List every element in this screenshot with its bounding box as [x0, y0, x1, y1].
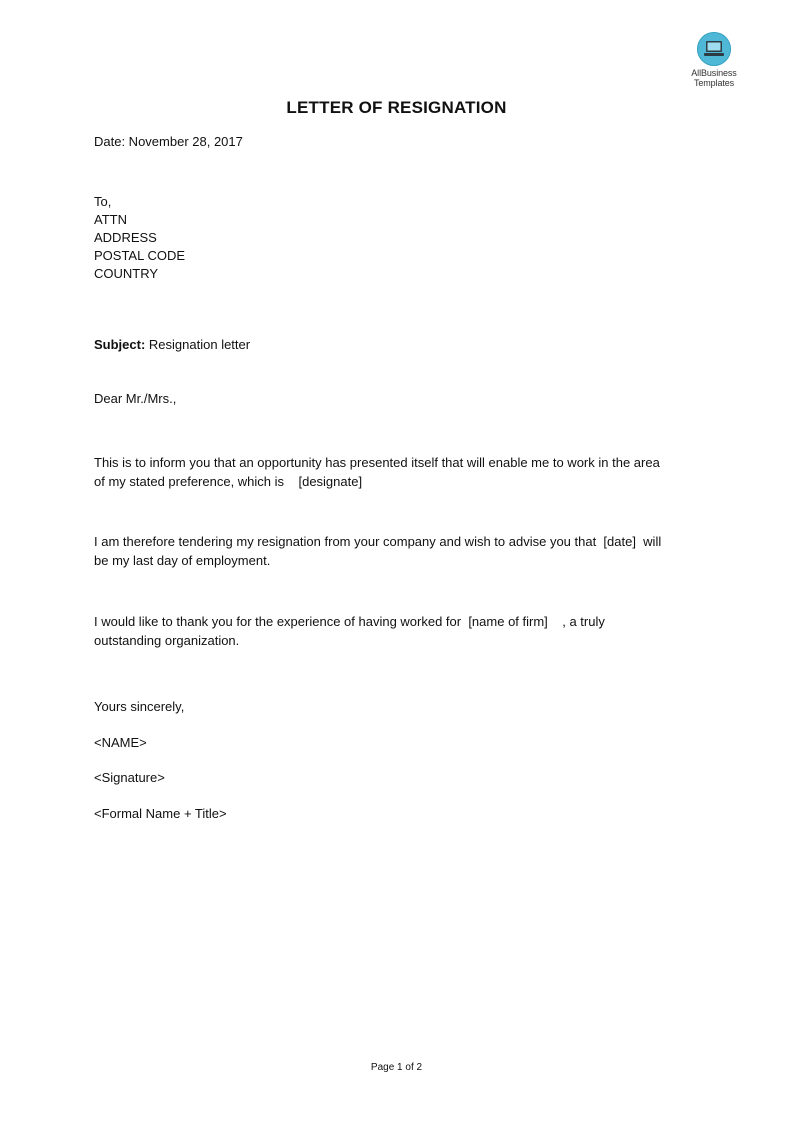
paragraph-1-line-2: of my stated preference, which is [designate]: [94, 474, 363, 489]
recipient-attn: ATTN: [94, 212, 127, 227]
recipient-country: COUNTRY: [94, 266, 159, 281]
logo-text-line2: Templates: [693, 78, 735, 88]
closing-sincerely: Yours sincerely,: [94, 699, 185, 714]
closing-formal-name-title: <Formal Name + Title>: [94, 806, 227, 821]
closing-signature: <Signature>: [94, 770, 165, 785]
subject-text: Resignation letter: [148, 337, 251, 352]
recipient-address: ADDRESS: [94, 230, 157, 245]
subject-label: Subject:: [94, 337, 146, 352]
subject-line: [94, 336, 250, 354]
paragraph-1-line-1: This is to inform you that an opportunity has presented itself that will enable me to work in the area: [94, 455, 660, 470]
paragraph-2-line-2: be my last day of employment.: [94, 553, 271, 568]
recipient-postal-code: POSTAL CODE: [94, 248, 186, 263]
letter-date: Date: November 28, 2017: [94, 134, 243, 149]
page-title: LETTER OF RESIGNATION: [286, 98, 507, 117]
recipient-to: To,: [94, 194, 112, 209]
paragraph-2-line-1: I am therefore tendering my resignation from your company and wish to advise you that [date] will: [94, 534, 662, 549]
salutation: Dear Mr./Mrs.,: [94, 391, 177, 406]
brand-logo: [686, 32, 742, 88]
paragraph-3-line-1: I would like to thank you for the experience of having worked for [name of firm] , a truly: [94, 614, 605, 629]
laptop-icon: [697, 32, 731, 66]
page-number: Page 1 of 2: [370, 1062, 423, 1073]
closing-name: <NAME>: [94, 735, 147, 750]
paragraph-3-line-2: outstanding organization.: [94, 633, 240, 648]
logo-text-line1: AllBusiness: [691, 68, 737, 78]
